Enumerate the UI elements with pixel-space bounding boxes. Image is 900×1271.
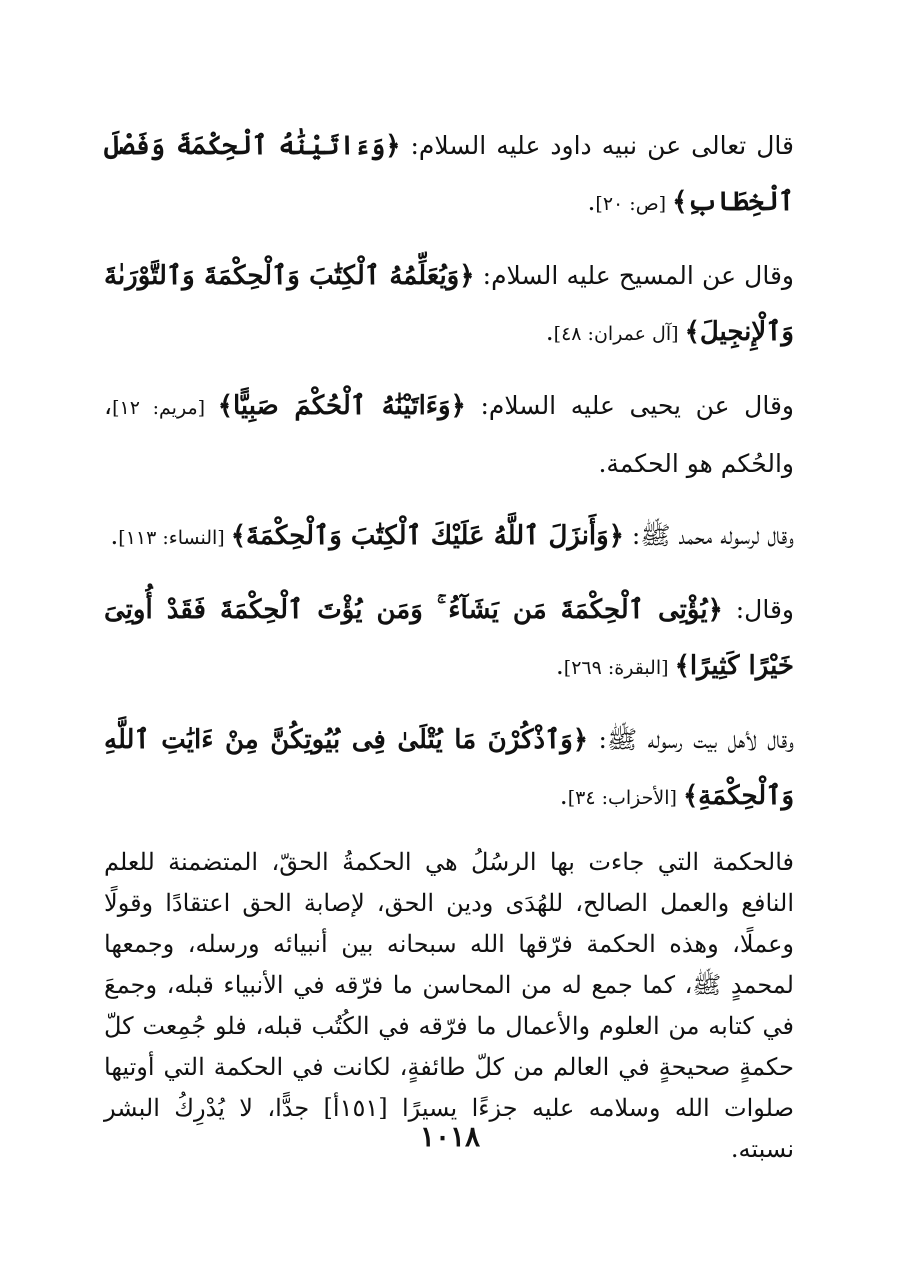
verse-reference-6: [الأحزاب: ٣٤] <box>567 787 683 809</box>
paragraph-4-intro: وقال لرسوله محمد ﷺ: <box>623 521 794 550</box>
paragraph-3 <box>104 378 794 492</box>
paragraph-1-tail: . <box>587 187 596 216</box>
paragraph-2-tail: . <box>545 317 554 346</box>
quran-verse-1: ﴿وَءَاتَيْنَٰهُ ٱلْحِكْمَةَ وَفَصْلَ ٱلْخِطَابِ﴾ <box>104 131 794 217</box>
verse-reference-1: [ص: ٢٠] <box>595 193 673 215</box>
page-body <box>104 118 794 1186</box>
quran-verse-5: ﴿يُؤْتِى ٱلْحِكْمَةَ مَن يَشَآءُ ۚ وَمَن يُؤْتَ ٱلْحِكْمَةَ فَقَدْ أُوتِىَ خَيْرًا كَثِيرًا﴾ <box>104 595 794 681</box>
quran-verse-4: ﴿وَأَنزَلَ ٱللَّهُ عَلَيْكَ ٱلْكِتَٰبَ وَٱلْحِكْمَةَ﴾ <box>230 521 624 551</box>
paragraph-2 <box>104 248 794 362</box>
paragraph-4 <box>104 508 794 566</box>
quran-verse-6: ﴿وَٱذْكُرْنَ مَا يُتْلَىٰ فِى بُيُوتِكُنَّ مِنْ ءَايَٰتِ ٱللَّهِ وَٱلْحِكْمَةِ﴾ <box>104 725 794 811</box>
page-number: ١٠١٨ <box>419 1120 481 1153</box>
paragraph-6-intro: وقال لأهل بيت رسوله ﷺ: <box>588 725 794 754</box>
paragraph-5 <box>104 582 794 696</box>
paragraph-3-intro: وقال عن يحيى عليه السلام: <box>465 391 794 420</box>
paragraph-2-intro: وقال عن المسيح عليه السلام: <box>474 261 794 290</box>
paragraph-4-tail: . <box>110 521 119 550</box>
paragraph-5-intro: وقال: <box>722 595 794 624</box>
closing-paragraph: فالحكمة التي جاءت بها الرسُلُ هي الحكمةُ الحقّ، المتضمنة للعلم النافع والعمل الصالح، للهُدَى ودين الحق، لإصابة الحق اعتقادًا وقولًا وعملًا، وهذه الحكمة فرّقها الله سبحانه بين أنبيائه ورسله، وجمعها لمحمدٍ ﷺ، كما جمع له من المحاسن ما فرّقه في الأنبياء قبله، وجمعَ في كتابه من العلوم والأعمال ما فرّقه في الكُتُب قبله، فلو جُمِعت كلّ حكمةٍ صحيحةٍ في العالم من كلّ طائفةٍ، لكانت في الحكمة التي أوتيها صلوات الله وسلامه عليه جزءًا يسيرًا [١٥١أ] جدًّا، لا يُدْرِكُ البشر نسبته. <box>104 848 795 1163</box>
paragraph-1 <box>104 118 794 232</box>
paragraph-6 <box>104 712 794 826</box>
quran-verse-2: ﴿وَيُعَلِّمُهُ ٱلْكِتَٰبَ وَٱلْحِكْمَةَ وَٱلتَّوْرَىٰةَ وَٱلْإِنجِيلَ﴾ <box>104 261 794 347</box>
paragraph-3-tail: ، والحُكم هو الحكمة. <box>104 391 794 478</box>
quran-verse-3: ﴿وَءَاتَيْنَٰهُ ٱلْحُكْمَ صَبِيًّا﴾ <box>217 391 466 421</box>
paragraph-6-tail: . <box>559 781 568 810</box>
paragraph-5-tail: . <box>555 651 564 680</box>
paragraph-1-intro: قال تعالى عن نبيه داود عليه السلام: <box>400 131 794 160</box>
verse-reference-2: [آل عمران: ٤٨] <box>553 323 685 345</box>
verse-reference-5: [البقرة: ٢٦٩] <box>563 657 675 679</box>
verse-reference-4: [النساء: ١١٣] <box>118 527 231 549</box>
verse-reference-3: [مريم: ١٢] <box>112 397 218 419</box>
